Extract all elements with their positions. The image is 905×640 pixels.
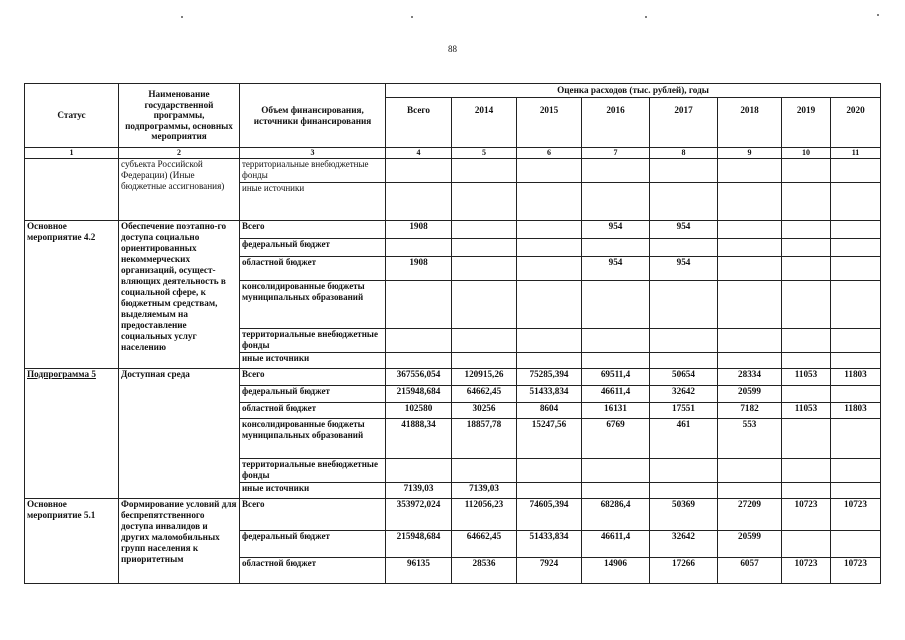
value-cell: 353972,024	[386, 499, 452, 531]
value-cell	[517, 281, 582, 329]
program-name-cell: субъекта Российской Федерации) (Иные бюджетные ассигнования)	[119, 159, 240, 221]
value-cell	[452, 183, 517, 221]
value-cell	[782, 386, 831, 403]
status-cell: Подпрограмма 5	[25, 369, 119, 499]
value-cell: 10723	[782, 499, 831, 531]
value-cell	[782, 353, 831, 369]
value-cell	[831, 459, 881, 483]
header-program-name: Наименование государственной программы, подпрограммы, основных мероприятия	[119, 84, 240, 148]
value-cell: 69511,4	[582, 369, 650, 386]
value-cell	[386, 183, 452, 221]
value-cell: 28536	[452, 558, 517, 584]
value-cell: 1908	[386, 221, 452, 239]
value-cell	[582, 329, 650, 353]
value-cell: 50369	[650, 499, 718, 531]
value-cell: 32642	[650, 386, 718, 403]
value-cell: 11053	[782, 369, 831, 386]
value-cell: 64662,45	[452, 386, 517, 403]
value-cell	[782, 281, 831, 329]
value-cell: 102580	[386, 403, 452, 419]
funding-source-cell: областной бюджет	[240, 257, 386, 281]
funding-source-cell: федеральный бюджет	[240, 531, 386, 558]
header-year: 2019	[782, 98, 831, 148]
value-cell	[831, 239, 881, 257]
value-cell: 10723	[782, 558, 831, 584]
header-estimate: Оценка расходов (тыс. рублей), годы	[386, 84, 881, 98]
value-cell: 14906	[582, 558, 650, 584]
value-cell: 32642	[650, 531, 718, 558]
value-cell	[718, 329, 782, 353]
value-cell: 8604	[517, 403, 582, 419]
value-cell: 10723	[831, 558, 881, 584]
value-cell: 17551	[650, 403, 718, 419]
value-cell: 50654	[650, 369, 718, 386]
value-cell	[452, 221, 517, 239]
funding-source-cell: областной бюджет	[240, 558, 386, 584]
value-cell	[650, 281, 718, 329]
value-cell	[650, 353, 718, 369]
value-cell	[517, 329, 582, 353]
value-cell: 1908	[386, 257, 452, 281]
value-cell	[782, 459, 831, 483]
value-cell: 112056,23	[452, 499, 517, 531]
value-cell	[386, 159, 452, 183]
value-cell	[718, 183, 782, 221]
value-cell	[650, 183, 718, 221]
column-numbers-row	[25, 148, 881, 159]
value-cell	[782, 531, 831, 558]
value-cell: 27209	[718, 499, 782, 531]
value-cell	[582, 281, 650, 329]
value-cell: 10723	[831, 499, 881, 531]
value-cell: 7139,03	[452, 483, 517, 499]
value-cell: 11803	[831, 369, 881, 386]
value-cell: 64662,45	[452, 531, 517, 558]
page-number: 88	[448, 44, 457, 54]
value-cell	[517, 257, 582, 281]
value-cell: 17266	[650, 558, 718, 584]
value-cell: 15247,56	[517, 419, 582, 459]
header-year: 2018	[718, 98, 782, 148]
value-cell	[831, 531, 881, 558]
value-cell	[452, 257, 517, 281]
column-number: 9	[718, 148, 782, 159]
scan-dot	[645, 16, 647, 18]
value-cell: 7139,03	[386, 483, 452, 499]
funding-source-cell: территориальные внебюджетные фонды	[240, 159, 386, 183]
value-cell	[718, 239, 782, 257]
value-cell	[517, 353, 582, 369]
column-number: 1	[25, 148, 119, 159]
funding-source-cell: Всего	[240, 369, 386, 386]
value-cell	[782, 183, 831, 221]
column-number: 2	[119, 148, 240, 159]
value-cell	[782, 419, 831, 459]
value-cell	[452, 329, 517, 353]
value-cell	[517, 459, 582, 483]
program-name-cell: Доступная среда	[119, 369, 240, 499]
column-number: 11	[831, 148, 881, 159]
value-cell	[386, 353, 452, 369]
value-cell	[582, 353, 650, 369]
value-cell	[718, 483, 782, 499]
value-cell	[650, 483, 718, 499]
value-cell: 74605,394	[517, 499, 582, 531]
value-cell	[718, 159, 782, 183]
value-cell	[718, 281, 782, 329]
value-cell	[831, 281, 881, 329]
value-cell	[517, 159, 582, 183]
value-cell	[782, 159, 831, 183]
header-funding: Объем финансирования, источники финансирования	[240, 84, 386, 148]
value-cell	[517, 183, 582, 221]
value-cell: 20599	[718, 531, 782, 558]
status-cell: Основное мероприятие 4.2	[25, 221, 119, 369]
header-year: 2015	[517, 98, 582, 148]
scan-dot	[181, 16, 183, 18]
value-cell: 51433,834	[517, 531, 582, 558]
funding-source-cell: территориальные внебюджетные фонды	[240, 329, 386, 353]
value-cell	[386, 329, 452, 353]
value-cell	[831, 183, 881, 221]
value-cell	[517, 483, 582, 499]
value-cell	[718, 221, 782, 239]
value-cell	[386, 281, 452, 329]
value-cell: 7182	[718, 403, 782, 419]
header-year: 2014	[452, 98, 517, 148]
value-cell: 215948,684	[386, 531, 452, 558]
value-cell	[782, 257, 831, 281]
value-cell	[831, 353, 881, 369]
value-cell	[831, 483, 881, 499]
value-cell	[718, 459, 782, 483]
value-cell: 120915,26	[452, 369, 517, 386]
funding-source-cell: Всего	[240, 221, 386, 239]
header-status: Статус	[25, 84, 119, 148]
value-cell: 46611,4	[582, 531, 650, 558]
funding-source-cell: иные источники	[240, 353, 386, 369]
value-cell: 553	[718, 419, 782, 459]
value-cell	[452, 159, 517, 183]
value-cell	[386, 459, 452, 483]
value-cell	[718, 353, 782, 369]
funding-source-cell: консолидированные бюджеты муниципальных образований	[240, 281, 386, 329]
value-cell	[831, 329, 881, 353]
table-row	[25, 499, 881, 531]
value-cell: 41888,34	[386, 419, 452, 459]
table-row	[25, 221, 881, 239]
value-cell: 6769	[582, 419, 650, 459]
value-cell	[782, 221, 831, 239]
header-year: 2017	[650, 98, 718, 148]
column-number: 5	[452, 148, 517, 159]
scan-dot	[411, 16, 413, 18]
value-cell: 461	[650, 419, 718, 459]
value-cell: 20599	[718, 386, 782, 403]
scan-dot	[877, 14, 879, 16]
value-cell	[831, 419, 881, 459]
column-number: 10	[782, 148, 831, 159]
value-cell	[452, 239, 517, 257]
funding-source-cell: областной бюджет	[240, 403, 386, 419]
column-number: 4	[386, 148, 452, 159]
value-cell: 11053	[782, 403, 831, 419]
funding-source-cell: Всего	[240, 499, 386, 531]
value-cell	[517, 221, 582, 239]
table-row	[25, 159, 881, 183]
column-number: 7	[582, 148, 650, 159]
column-number: 3	[240, 148, 386, 159]
column-number: 6	[517, 148, 582, 159]
funding-source-cell: иные источники	[240, 483, 386, 499]
value-cell	[517, 239, 582, 257]
value-cell: 30256	[452, 403, 517, 419]
value-cell	[782, 239, 831, 257]
value-cell	[831, 159, 881, 183]
value-cell	[650, 159, 718, 183]
value-cell	[452, 353, 517, 369]
value-cell: 215948,684	[386, 386, 452, 403]
value-cell: 51433,834	[517, 386, 582, 403]
column-number: 8	[650, 148, 718, 159]
value-cell	[650, 239, 718, 257]
value-cell	[718, 257, 782, 281]
value-cell	[582, 483, 650, 499]
program-name-cell: Обеспечение поэтапно-го доступа социально ориентированных некоммерческих организаций, осущест-вляющих деятельность в социальной сфере, к бюджетным средствам, выделяемым на предоставление социальных услуг населению	[119, 221, 240, 369]
status-cell: Основное мероприятие 5.1	[25, 499, 119, 584]
funding-source-cell: территориальные внебюджетные фонды	[240, 459, 386, 483]
value-cell	[452, 281, 517, 329]
value-cell	[650, 459, 718, 483]
header-year: Всего	[386, 98, 452, 148]
value-cell: 954	[650, 257, 718, 281]
value-cell: 6057	[718, 558, 782, 584]
value-cell	[452, 459, 517, 483]
value-cell: 75285,394	[517, 369, 582, 386]
value-cell	[782, 329, 831, 353]
value-cell	[582, 239, 650, 257]
value-cell: 46611,4	[582, 386, 650, 403]
program-name-cell: Формирование условий для беспрепятственного доступа инвалидов и других маломобильных групп населения к приоритетным	[119, 499, 240, 584]
funding-source-cell: федеральный бюджет	[240, 386, 386, 403]
value-cell: 367556,054	[386, 369, 452, 386]
value-cell: 96135	[386, 558, 452, 584]
value-cell	[582, 459, 650, 483]
value-cell: 68286,4	[582, 499, 650, 531]
header-year: 2020	[831, 98, 881, 148]
value-cell	[831, 386, 881, 403]
value-cell	[582, 159, 650, 183]
value-cell: 954	[582, 221, 650, 239]
expenditure-table	[24, 83, 881, 584]
value-cell: 954	[650, 221, 718, 239]
value-cell	[650, 329, 718, 353]
value-cell: 18857,78	[452, 419, 517, 459]
value-cell	[582, 183, 650, 221]
funding-source-cell: консолидированные бюджеты муниципальных образований	[240, 419, 386, 459]
value-cell	[386, 239, 452, 257]
value-cell: 11803	[831, 403, 881, 419]
funding-source-cell: федеральный бюджет	[240, 239, 386, 257]
table-row	[25, 369, 881, 386]
value-cell: 16131	[582, 403, 650, 419]
status-cell	[25, 159, 119, 221]
value-cell	[782, 483, 831, 499]
funding-source-cell: иные источники	[240, 183, 386, 221]
value-cell	[831, 257, 881, 281]
header-year: 2016	[582, 98, 650, 148]
value-cell: 954	[582, 257, 650, 281]
value-cell: 28334	[718, 369, 782, 386]
value-cell: 7924	[517, 558, 582, 584]
value-cell	[831, 221, 881, 239]
